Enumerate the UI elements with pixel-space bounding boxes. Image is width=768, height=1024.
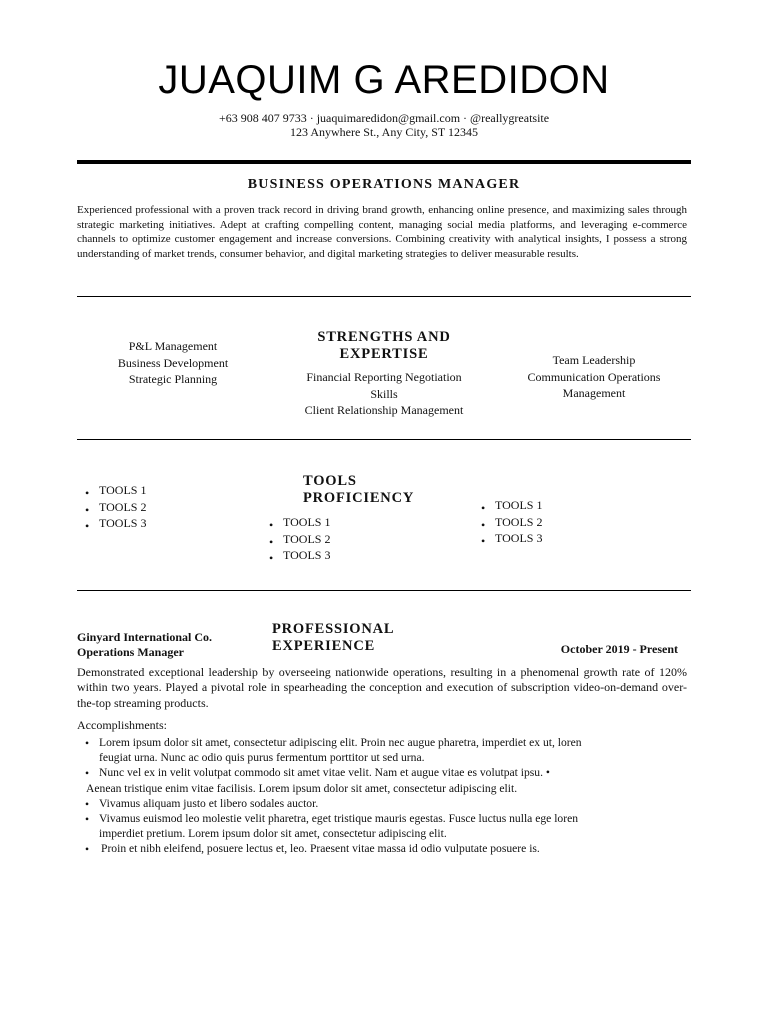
strengths-heading-line: STRENGTHS AND — [317, 329, 451, 345]
bullet-icon: • — [85, 797, 90, 811]
strength-item: Business Development — [117, 355, 229, 370]
strength-item: P&L Management — [128, 339, 218, 353]
bullet-icon: • — [85, 767, 90, 781]
strengths-right-column — [494, 352, 694, 402]
tools-center-list — [269, 514, 330, 564]
role-title: Operations Manager — [77, 645, 184, 659]
strength-item: Management — [562, 386, 626, 400]
list-item: • Vivamus aliquam justo et libero sodales auctor. — [85, 796, 319, 811]
section-divider — [77, 439, 691, 440]
experience-heading-line: PROFESSIONAL — [272, 621, 395, 637]
tool-item: • TOOLS 2 — [85, 499, 146, 516]
candidate-name: JUAQUIM G AREDIDON — [158, 58, 610, 102]
tools-heading-line: PROFICIENCY — [303, 490, 415, 506]
list-item: • Nunc vel ex in velit volutpat commodo sit amet vitae velit. Nam et augue vitae es volutpat ipsu. • — [85, 766, 550, 781]
strengths-center-column — [269, 369, 499, 419]
accomplishments-label: Accomplishments: — [77, 718, 167, 732]
list-item: • Vivamus euismod leo molestie velit pharetra, eget tristique mauris egestas. Fusce luctus nulla ege loren — [85, 812, 579, 827]
contact-line: +63 908 407 9733 · juaquimaredidon@gmail.com · @reallygreatsite — [218, 111, 550, 125]
section-divider — [77, 296, 691, 297]
employment-dates: October 2019 - Present — [560, 642, 678, 656]
address-line: 123 Anywhere St., Any City, ST 12345 — [289, 125, 478, 139]
experience-description: Demonstrated exceptional leadership by overseeing nationwide operations, resulting in a phenomenal growth rate of 120% within two years. Played a pivotal role in spearheading the conception and execution of subscription video-on-demand over-the-top streaming products. — [77, 665, 687, 710]
strengths-left-column — [73, 338, 273, 388]
job-title: BUSINESS OPERATIONS MANAGER — [247, 177, 521, 192]
list-item: • Proin et nibh eleifend, posuere lectus et, leo. Praesent vitae massa id odio vulputate posuere is. — [85, 842, 540, 857]
tool-item: • TOOLS 1 — [481, 497, 542, 514]
strength-item: Client Relationship Management — [304, 403, 464, 417]
strength-item: Communication Operations — [527, 369, 661, 384]
bullet-icon: • — [85, 843, 90, 857]
tool-item: • TOOLS 1 — [269, 514, 330, 531]
strengths-heading-line: EXPERTISE — [339, 346, 429, 362]
section-divider — [77, 590, 691, 591]
tool-item: • TOOLS 3 — [481, 530, 542, 547]
tools-heading — [303, 473, 414, 507]
header-divider — [77, 160, 691, 164]
tool-item: • TOOLS 2 — [481, 514, 542, 531]
strength-item: Strategic Planning — [128, 372, 218, 386]
tool-item: • TOOLS 2 — [269, 531, 330, 548]
list-item-continuation: feugiat urna. Nunc ac odio quis purus fermentum porttitor ut sed urna. — [99, 751, 425, 765]
list-item: • Lorem ipsum dolor sit amet, consectetur adipiscing elit. Proin nec augue pharetra, imperdiet ex ut, loren — [85, 736, 582, 750]
accomplishments-list — [77, 735, 677, 857]
list-item-continuation: imperdiet pretium. Lorem ipsum dolor sit amet, consectetur adipiscing elit. — [99, 827, 447, 841]
employer-block — [77, 630, 212, 660]
tool-item: • TOOLS 3 — [269, 547, 330, 564]
tools-right-list — [481, 497, 542, 547]
tools-heading-line: TOOLS — [303, 473, 357, 489]
bullet-icon: • — [85, 813, 90, 827]
company-name: Ginyard International Co. — [77, 630, 213, 644]
list-item-continuation: Aenean tristique enim vitae facilisis. Lorem ipsum dolor sit amet, consectetur adipiscing elit. — [86, 781, 518, 795]
bullet-icon: • — [545, 766, 550, 780]
experience-heading — [272, 621, 394, 655]
tool-item: • TOOLS 3 — [85, 515, 146, 532]
bullet-icon: • — [85, 737, 90, 750]
experience-heading-line: EXPERIENCE — [272, 638, 376, 654]
strength-item: Skills — [370, 386, 398, 401]
tool-item: • TOOLS 1 — [85, 482, 146, 499]
tools-left-list — [85, 482, 146, 532]
strength-item: Financial Reporting Negotiation — [306, 370, 462, 384]
summary-paragraph: Experienced professional with a proven track record in driving brand growth, enhancing online presence, and maximizing sales through strategic marketing initiatives. Adept at crafting compelling content, managing social media platforms, and leveraging e-commerce channels to optimize customer engagement and increase conversions. Combining creativity with analytical insights, I possess a strong understanding of market trends, consumer behavior, and digital marketing strategies to deliver measurable results. — [77, 204, 687, 260]
strength-item: Team Leadership — [552, 353, 636, 367]
